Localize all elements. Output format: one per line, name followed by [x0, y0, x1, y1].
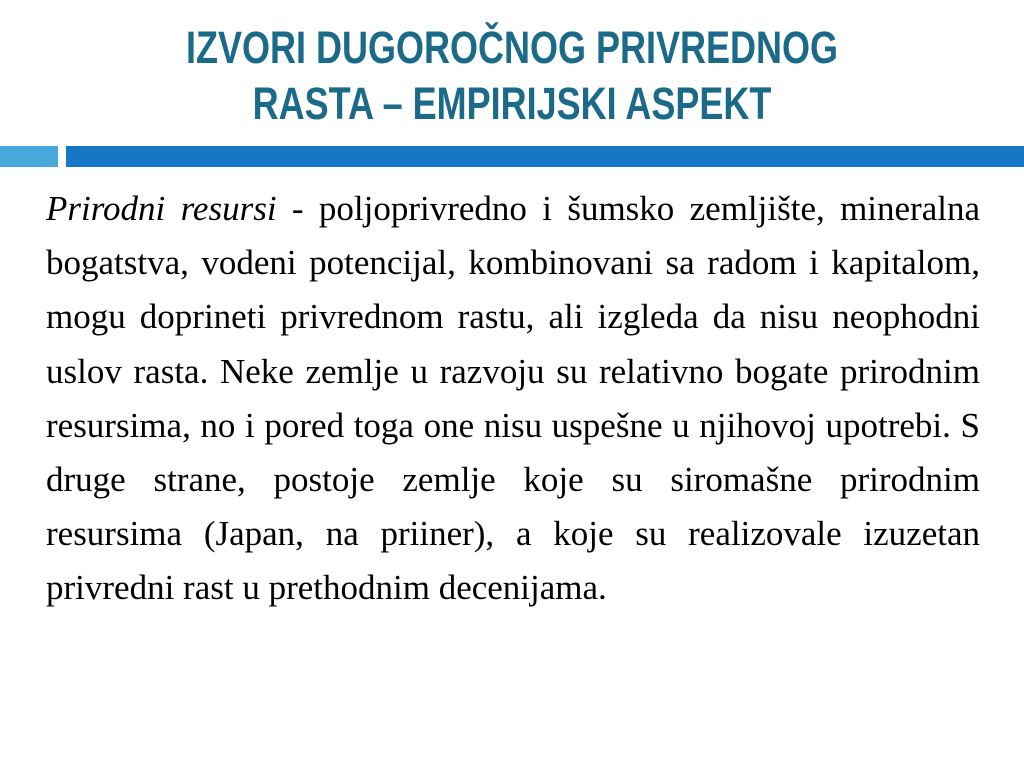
slide-title-line-2: RASTA – EMPIRIJSKI ASPEKT [252, 78, 772, 129]
slide-title [102, 20, 921, 132]
slide-body-paragraph [46, 182, 980, 616]
divider-bar-accent [0, 146, 58, 167]
term-highlight: Prirodni resursi [46, 189, 277, 228]
slide-title-line-1: IZVORI DUGOROČNOG PRIVREDNOG [185, 22, 839, 73]
divider-bar-main [66, 146, 1024, 167]
body-text: - poljoprivredno i šumsko zemljište, mineralna bogatstva, vodeni potencijal, kombinovani sa radom i kapitalom, mogu doprineti privrednom rastu, ali izgleda da nisu neophodni uslov rasta. Neke zemlje u razvoju su relativno bogate prirodnim resursima, no i pored toga one nisu uspešne u njihovoj upotrebi. S druge strane, postoje zemlje koje su siromašne prirodnim resursima (Japan, na priiner), a koje su realizovale izuzetan privredni rast u prethodnim decenijama. [46, 189, 981, 608]
